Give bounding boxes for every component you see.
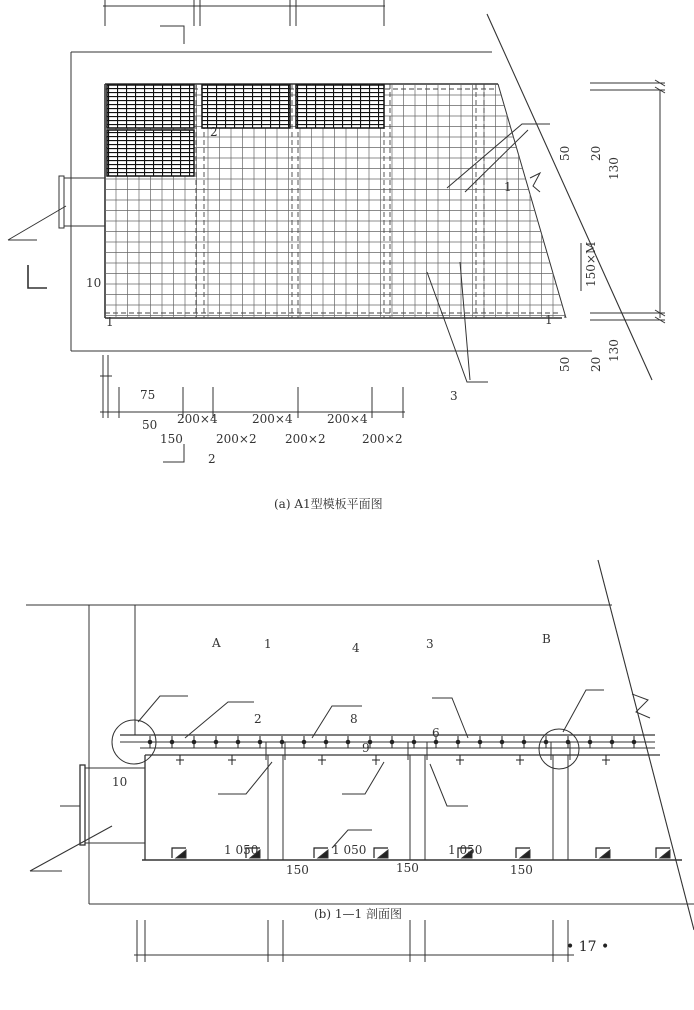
plan-caption: (a) A1型模板平面图 [274, 497, 383, 511]
dim-50-top: 50 [558, 145, 572, 161]
label-10: 10 [86, 276, 102, 290]
dim-20-bottom: 20 [589, 356, 603, 372]
top-dimension-line [103, 0, 385, 44]
dim-200x2-b: 200×2 [285, 432, 326, 446]
label-4: 4 [352, 641, 360, 655]
dim-200x4-a: 200×4 [177, 412, 218, 426]
section-view [26, 560, 694, 962]
span-1: 1 050 [224, 843, 259, 857]
dim-130-bottom: 130 [607, 339, 621, 362]
dim-200x4-c: 200×4 [327, 412, 368, 426]
support-3: 150 [510, 863, 533, 877]
label-10: 10 [112, 775, 128, 789]
label-1-left: 1 [106, 315, 114, 329]
dim-200x2-a: 200×2 [216, 432, 257, 446]
support-2: 150 [396, 861, 419, 875]
dim-75: 75 [140, 388, 156, 402]
label-2: 2 [254, 712, 262, 726]
plan-view [8, 0, 665, 462]
dim-200x4-b: 200×4 [252, 412, 293, 426]
section-caption: (b) 1—1 剖面图 [314, 907, 402, 921]
label-9: 9 [362, 741, 370, 755]
label-3: 3 [426, 637, 434, 651]
dim-130-top: 130 [607, 157, 621, 180]
dim-50-bottom: 50 [558, 356, 572, 372]
span-2: 1 050 [332, 843, 367, 857]
dim-50: 50 [142, 418, 158, 432]
label-6: 6 [432, 726, 440, 740]
support-1: 150 [286, 863, 309, 877]
label-A: A [212, 636, 221, 650]
pipe-symbol [8, 176, 105, 240]
label-8: 8 [350, 712, 358, 726]
label-1-top: 1 [504, 180, 512, 194]
page-number: • 17 • [566, 939, 610, 955]
span-3: 1 050 [448, 843, 483, 857]
section-pipe [30, 765, 145, 871]
label-2-top: 2 [210, 125, 218, 139]
label-2-bottom: 2 [208, 452, 216, 466]
section-columns [266, 742, 570, 860]
section-dimension [134, 920, 574, 962]
section-anchors [148, 736, 636, 765]
dim-150xM: 150×M [584, 241, 598, 287]
dim-200x2-c: 200×2 [362, 432, 403, 446]
label-1: 1 [264, 637, 272, 651]
dim-150: 150 [160, 432, 183, 446]
dense-mesh-blocks [107, 85, 384, 176]
dim-20-top: 20 [589, 145, 603, 161]
label-3: 3 [450, 389, 458, 403]
label-B: B [542, 632, 551, 646]
label-1-right: 1 [545, 313, 553, 327]
